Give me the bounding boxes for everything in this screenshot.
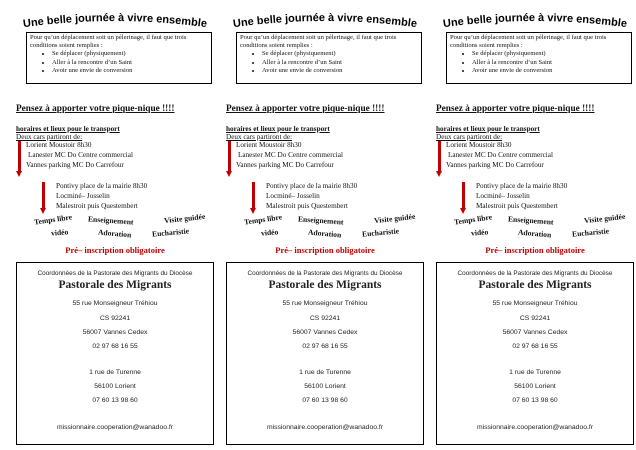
contact-address-street: 55 rue Monseigneur Tréhiou bbox=[282, 300, 368, 307]
flyer-title-text: Une belle journée à vivre ensemble bbox=[22, 11, 208, 31]
preregistration-notice: Pré– inscription obligatoire bbox=[275, 245, 375, 255]
activity-video: vidéo bbox=[260, 227, 279, 238]
stop-locmine: Locminé– Josselin bbox=[56, 192, 110, 200]
stop-malestroit: Malestroit puis Questembert bbox=[266, 202, 348, 210]
activity-adoration: Adoration bbox=[307, 227, 342, 240]
contact-org: Coordonnées de la Pastorale des Migrants du Diocèse bbox=[457, 270, 613, 277]
contact-name: Pastorale des Migrants bbox=[478, 279, 592, 291]
condition-item: • Se déplacer (physiquement) bbox=[262, 50, 418, 58]
contact-org: Coordonnées de la Pastorale des Migrants du Diocèse bbox=[37, 270, 193, 277]
stop-lorient: Lorient Moustoir 8h30 bbox=[26, 141, 92, 149]
preregistration-notice: Pré– inscription obligatoire bbox=[485, 245, 585, 255]
condition-item: • Aller à la rencontre d’un Saint bbox=[52, 59, 208, 67]
stop-malestroit: Malestroit puis Questembert bbox=[56, 202, 138, 210]
activity-adoration: Adoration bbox=[517, 227, 552, 240]
svg-text:Une belle journée à vivre ense bbox=[442, 12, 627, 30]
conditions-list bbox=[240, 50, 418, 75]
conditions-intro: Pour qu’un déplacement soit un pèlerinage, il faut que trois conditions soient remplies : bbox=[30, 34, 187, 50]
stop-lorient: Lorient Moustoir 8h30 bbox=[446, 141, 512, 149]
red-down-arrow-icon bbox=[226, 141, 234, 177]
picnic-reminder: Pensez à apporter votre pique-nique !!!! bbox=[16, 104, 175, 114]
contact-address-cs: CS 92241 bbox=[99, 315, 131, 322]
stop-vannes: Vannes parking MC Do Carrefour bbox=[446, 161, 544, 169]
stop-malestroit: Malestroit puis Questembert bbox=[476, 202, 558, 210]
svg-text:Une belle journée à vivre ense bbox=[22, 12, 207, 30]
contact-address-lorient-street: 1 rue de Turenne bbox=[299, 369, 351, 376]
condition-item: • Aller à la rencontre d’un Saint bbox=[472, 59, 628, 67]
stop-lanester: Lanester MC Do Centre commercial bbox=[238, 151, 343, 159]
transport-subheading: Deux cars partiront de: bbox=[226, 133, 293, 141]
activity-eucharistie: Eucharistie bbox=[151, 226, 190, 239]
activity-visite-guidee: Visite guidée bbox=[373, 211, 416, 226]
red-down-arrow-icon bbox=[16, 141, 24, 177]
conditions-intro: Pour qu’un déplacement soit un pèlerinage, il faut que trois conditions soient remplies : bbox=[240, 34, 397, 50]
stop-pontivy: Pontivy place de la mairie 8h30 bbox=[56, 182, 148, 190]
contact-org: Coordonnées de la Pastorale des Migrants du Diocèse bbox=[247, 270, 403, 277]
contact-name: Pastorale des Migrants bbox=[268, 279, 382, 291]
contact-address-lorient-street: 1 rue de Turenne bbox=[509, 369, 561, 376]
activity-enseignement: Enseignement bbox=[507, 214, 554, 227]
contact-phone-vannes: 02 97 68 16 55 bbox=[92, 343, 138, 350]
stop-vannes: Vannes parking MC Do Carrefour bbox=[236, 161, 334, 169]
contact-address-street: 55 rue Monseigneur Tréhiou bbox=[492, 300, 578, 307]
flyer-panel-2 bbox=[226, 0, 424, 450]
activity-video: vidéo bbox=[470, 227, 489, 238]
conditions-list bbox=[30, 50, 208, 75]
contact-address-lorient-city: 56100 Lorient bbox=[304, 383, 346, 390]
flyer-title bbox=[16, 10, 214, 32]
contact-address-lorient-street: 1 rue de Turenne bbox=[89, 369, 141, 376]
red-down-arrow-icon bbox=[40, 182, 48, 214]
contact-phone-vannes: 02 97 68 16 55 bbox=[302, 343, 348, 350]
contact-phone-vannes: 02 97 68 16 55 bbox=[512, 343, 558, 350]
flyer-title bbox=[436, 10, 634, 32]
red-down-arrow-icon bbox=[436, 141, 444, 177]
conditions-box bbox=[236, 32, 422, 84]
activity-enseignement: Enseignement bbox=[297, 214, 344, 227]
transport-heading: horaires et lieux pour le transport bbox=[226, 125, 330, 133]
transport-heading: horaires et lieux pour le transport bbox=[436, 125, 540, 133]
preregistration-notice: Pré– inscription obligatoire bbox=[65, 245, 165, 255]
activity-eucharistie: Eucharistie bbox=[361, 226, 400, 239]
flyer-title-text: Une belle journée à vivre ensemble bbox=[232, 11, 418, 31]
red-down-arrow-icon bbox=[460, 182, 468, 214]
contact-box bbox=[436, 262, 634, 445]
contact-phone-lorient: 07 60 13 98 60 bbox=[302, 397, 348, 404]
conditions-box bbox=[446, 32, 632, 84]
transport-subheading: Deux cars partiront de: bbox=[436, 133, 503, 141]
activity-video: vidéo bbox=[50, 227, 69, 238]
stop-locmine: Locminé– Josselin bbox=[266, 192, 320, 200]
contact-name: Pastorale des Migrants bbox=[58, 279, 172, 291]
activity-temps-libre: Temps libre bbox=[243, 212, 283, 227]
red-down-arrow-icon bbox=[250, 182, 258, 214]
activity-eucharistie: Eucharistie bbox=[571, 226, 610, 239]
condition-item: • Avoir une envie de conversion bbox=[52, 67, 208, 75]
conditions-list bbox=[450, 50, 628, 75]
activity-temps-libre: Temps libre bbox=[33, 212, 73, 227]
conditions-box bbox=[26, 32, 212, 84]
picnic-reminder: Pensez à apporter votre pique-nique !!!! bbox=[226, 104, 385, 114]
contact-address-city: 56007 Vannes Cedex bbox=[82, 329, 148, 336]
stop-pontivy: Pontivy place de la mairie 8h30 bbox=[266, 182, 358, 190]
activity-enseignement: Enseignement bbox=[87, 214, 134, 227]
contact-address-city: 56007 Vannes Cedex bbox=[502, 329, 568, 336]
flyer-panel-3 bbox=[436, 0, 634, 450]
contact-address-cs: CS 92241 bbox=[309, 315, 341, 322]
contact-box bbox=[16, 262, 214, 445]
stop-vannes: Vannes parking MC Do Carrefour bbox=[26, 161, 124, 169]
activity-visite-guidee: Visite guidée bbox=[163, 211, 206, 226]
contact-address-lorient-city: 56100 Lorient bbox=[94, 383, 136, 390]
flyer-panel-1 bbox=[16, 0, 214, 450]
condition-item: • Avoir une envie de conversion bbox=[262, 67, 418, 75]
contact-address-cs: CS 92241 bbox=[519, 315, 551, 322]
condition-item: • Aller à la rencontre d’un Saint bbox=[262, 59, 418, 67]
contact-phone-lorient: 07 60 13 98 60 bbox=[512, 397, 558, 404]
contact-phone-lorient: 07 60 13 98 60 bbox=[92, 397, 138, 404]
condition-item: • Se déplacer (physiquement) bbox=[472, 50, 628, 58]
picnic-reminder: Pensez à apporter votre pique-nique !!!! bbox=[436, 104, 595, 114]
transport-subheading: Deux cars partiront de: bbox=[16, 133, 83, 141]
stop-locmine: Locminé– Josselin bbox=[476, 192, 530, 200]
activity-adoration: Adoration bbox=[97, 227, 132, 240]
contact-email: missionnaire.cooperation@wanadoo.fr bbox=[266, 424, 384, 431]
flyer-title-text: Une belle journée à vivre ensemble bbox=[442, 11, 628, 31]
contact-address-city: 56007 Vannes Cedex bbox=[292, 329, 358, 336]
flyer-title bbox=[226, 10, 424, 32]
condition-item: • Se déplacer (physiquement) bbox=[52, 50, 208, 58]
activity-temps-libre: Temps libre bbox=[453, 212, 493, 227]
stop-lorient: Lorient Moustoir 8h30 bbox=[236, 141, 302, 149]
contact-address-lorient-city: 56100 Lorient bbox=[514, 383, 556, 390]
stop-lanester: Lanester MC Do Centre commercial bbox=[28, 151, 133, 159]
contact-email: missionnaire.cooperation@wanadoo.fr bbox=[476, 424, 594, 431]
stop-pontivy: Pontivy place de la mairie 8h30 bbox=[476, 182, 568, 190]
transport-heading: horaires et lieux pour le transport bbox=[16, 125, 120, 133]
condition-item: • Avoir une envie de conversion bbox=[472, 67, 628, 75]
contact-address-street: 55 rue Monseigneur Tréhiou bbox=[72, 300, 158, 307]
conditions-intro: Pour qu’un déplacement soit un pèlerinage, il faut que trois conditions soient remplies : bbox=[450, 34, 607, 50]
contact-box bbox=[226, 262, 424, 445]
stop-lanester: Lanester MC Do Centre commercial bbox=[448, 151, 553, 159]
contact-email: missionnaire.cooperation@wanadoo.fr bbox=[56, 424, 174, 431]
activity-visite-guidee: Visite guidée bbox=[583, 211, 626, 226]
svg-text:Une belle journée à vivre ense bbox=[232, 12, 417, 30]
